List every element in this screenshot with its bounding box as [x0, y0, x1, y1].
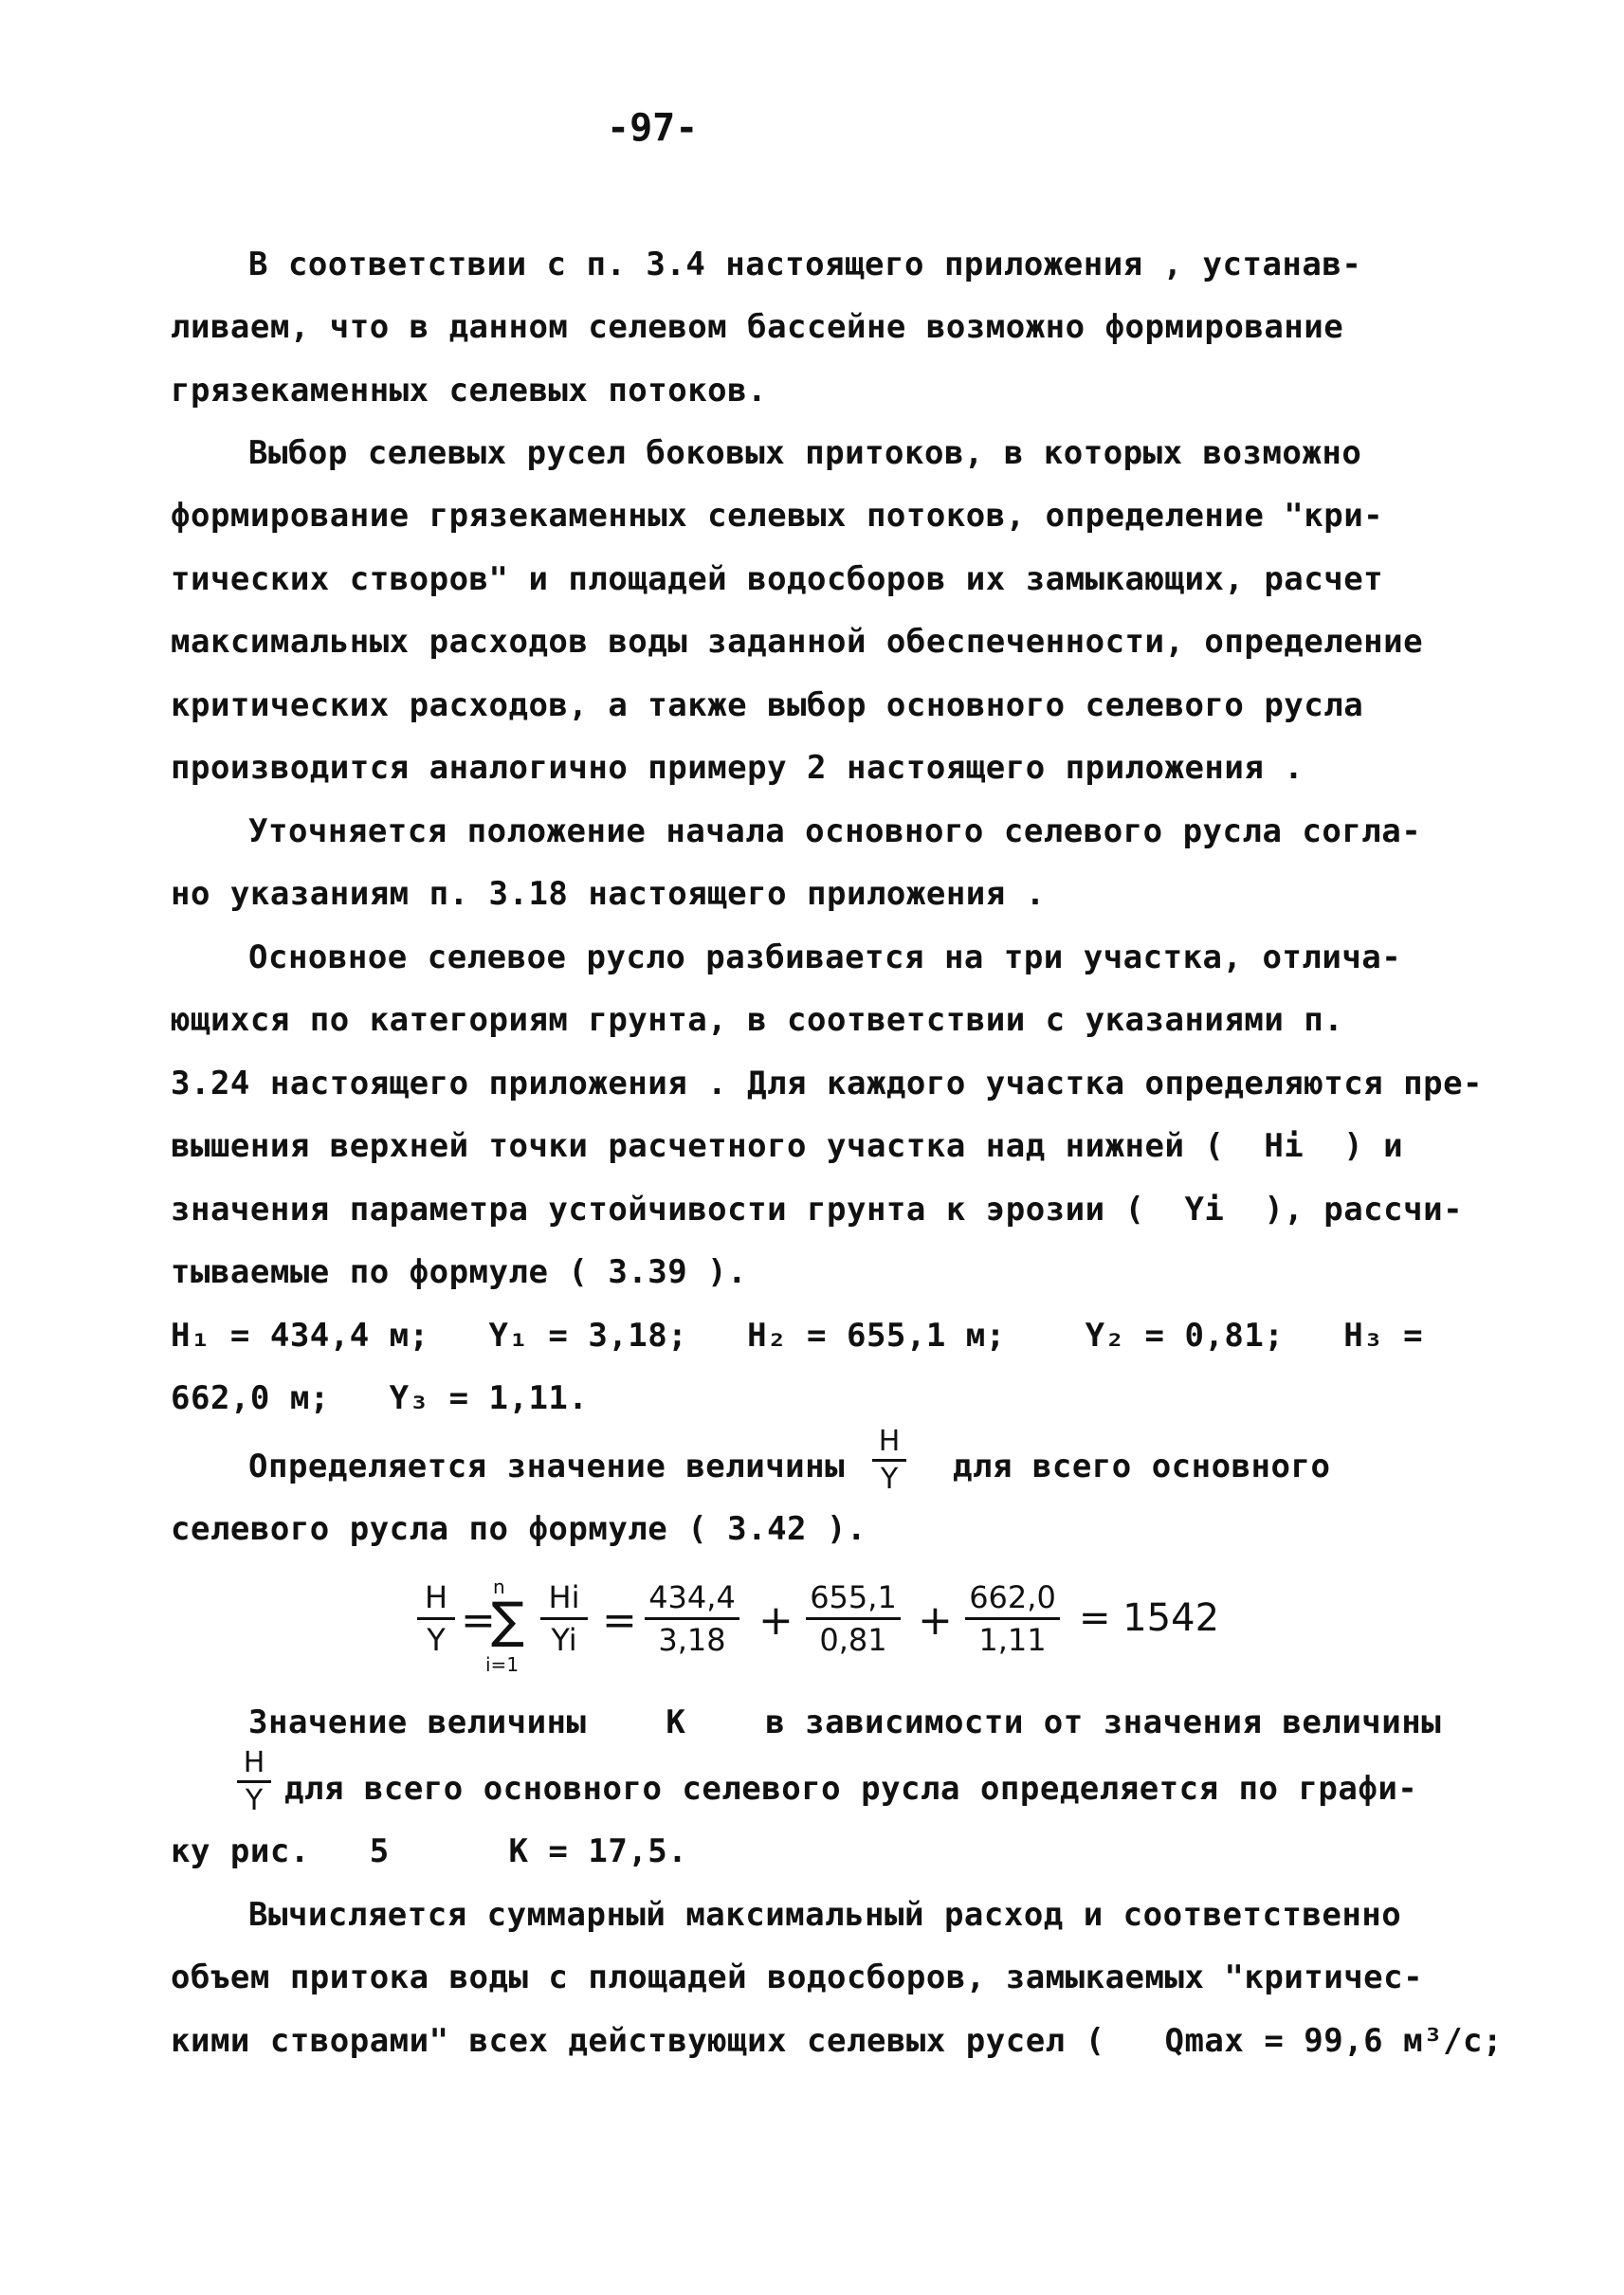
- para6-line3: ку рис. 5 K = 17,5.: [171, 1832, 688, 1870]
- para4-line3: 3.24 настоящего приложения . Для каждого участка определяются пре-: [171, 1065, 1484, 1102]
- para2-line1: Выбор селевых русел боковых притоков, в которых возможно: [248, 434, 1362, 472]
- sum-top: n: [493, 1576, 505, 1598]
- para6-line2: для всего основного селевого русла определяется по графи-: [284, 1770, 1418, 1808]
- para2-line5: критических расходов, а также выбор основного селевого русла: [171, 686, 1364, 724]
- fraction-bar: [872, 1459, 906, 1462]
- formula-term: Hi Yi: [540, 1579, 588, 1658]
- page-number: -97-: [607, 106, 699, 150]
- para4-line1: Основное селевое русло разбивается на три участка, отлича-: [248, 938, 1402, 976]
- values-line2: 662,0 м; Y₃ = 1,11.: [171, 1379, 589, 1417]
- fraction-3: 662,0 1,11: [965, 1579, 1060, 1658]
- para6-line1: Значение величины K в зависимости от значения величины: [248, 1703, 1442, 1741]
- para3-line2: но указаниям п. 3.18 настоящего приложения .: [171, 875, 1046, 913]
- para2-line3: тических створов" и площадей водосборов их замыкающих, расчет: [171, 560, 1384, 598]
- equals-sign-2: =: [602, 1596, 637, 1645]
- formula-lhs: H Y: [417, 1579, 455, 1658]
- para3-line1: Уточняется положение начала основного селевого русла согла-: [248, 812, 1422, 850]
- para5-line1b: для всего основного: [953, 1448, 1331, 1485]
- ratio-inline-2: H Y: [237, 1746, 271, 1817]
- sum-sign: ∑: [491, 1593, 525, 1649]
- plus-sign-2: +: [918, 1596, 953, 1645]
- para7-line1: Вычисляется суммарный максимальный расход и соответственно: [248, 1896, 1402, 1934]
- para4-line4: вышения верхней точки расчетного участка над нижней ( Hi ) и: [171, 1127, 1404, 1165]
- para7-line2: объем притока воды с площадей водосборов, замыкаемых "критичес-: [171, 1958, 1424, 1996]
- fraction-1: 434,4 3,18: [645, 1579, 739, 1658]
- para4-line5: значения параметра устойчивости грунта к эрозии ( Yi ), рассчи-: [171, 1191, 1464, 1229]
- para2-line6: производится аналогично примеру 2 настоящего приложения .: [171, 749, 1305, 787]
- para5-line1a: Определяется значение величины: [248, 1448, 846, 1485]
- para4-line6: тываемые по формуле ( 3.39 ).: [171, 1253, 748, 1291]
- para1-line1: В соответствии с п. 3.4 настоящего приложения , устанав-: [248, 246, 1362, 283]
- ratio-den: Y: [880, 1463, 899, 1496]
- para2-line2: формирование грязекаменных селевых потоков, определение "кри-: [171, 497, 1384, 535]
- para1-line2: ливаем, что в данном селевом бассейне возможно формирование: [171, 308, 1344, 346]
- values-line1: H₁ = 434,4 м; Y₁ = 3,18; H₂ = 655,1 м; Y₂ = 0,81; H₃ =: [171, 1317, 1424, 1355]
- para2-line4: максимальных расходов воды заданной обеспеченности, определение: [171, 623, 1424, 661]
- para4-line2: ющихся по категориям грунта, в соответствии с указаниями п.: [171, 1001, 1344, 1039]
- equals-sign: =: [461, 1596, 496, 1645]
- sum-bottom: i=1: [485, 1653, 520, 1676]
- para5-line2: селевого русла по формуле ( 3.42 ).: [171, 1510, 867, 1548]
- sum-formula: [417, 1574, 1270, 1678]
- fraction-2: 655,1 0,81: [806, 1579, 901, 1658]
- ratio-num: H: [878, 1425, 901, 1458]
- para7-line3: кими створами" всех действующих селевых русел ( Qmax = 99,6 м³/с;: [171, 2022, 1503, 2060]
- para1-line3: грязекаменных селевых потоков.: [171, 372, 768, 410]
- plus-sign-1: +: [758, 1596, 794, 1645]
- ratio-inline-1: [872, 1425, 906, 1496]
- formula-result: = 1542: [1079, 1596, 1220, 1640]
